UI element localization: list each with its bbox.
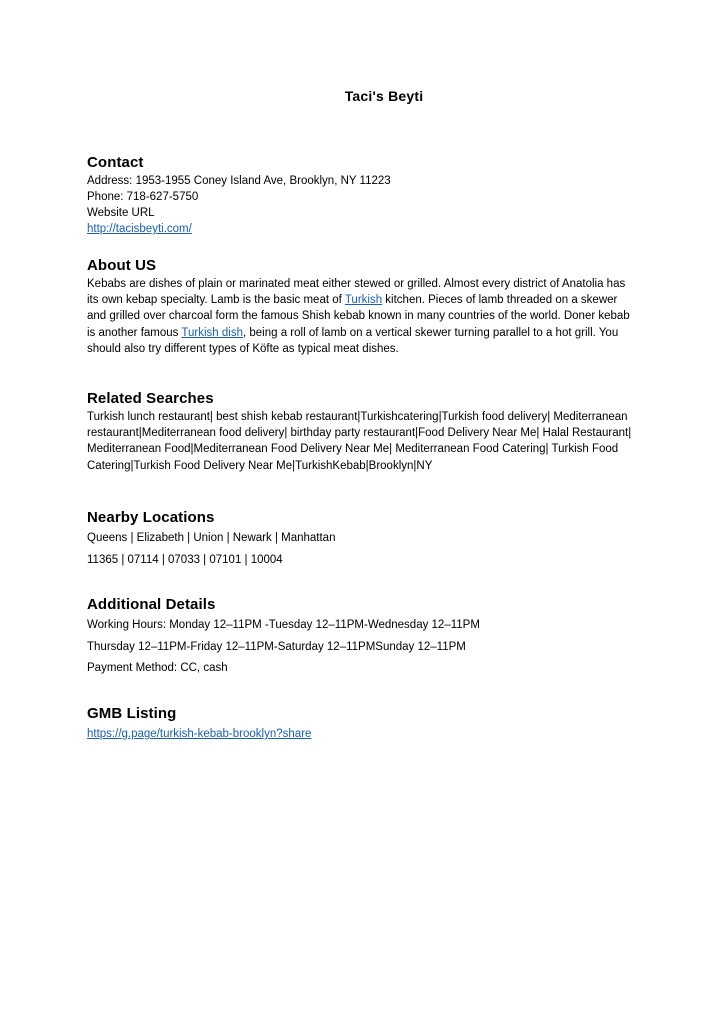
- nearby-section: [87, 508, 639, 571]
- turkish-dish-link[interactable]: Turkish dish: [181, 326, 243, 339]
- nearby-heading: Nearby Locations: [87, 509, 215, 526]
- working-hours-2: Thursday 12–11PM-Friday 12–11PM-Saturday 12–11PMSunday 12–11PM: [87, 640, 466, 653]
- about-text-2: kitchen. Pieces of lamb threaded on a skewer and grilled over charcoal form the famous Shish kebab known in many countries of the world. Doner kebab is another famous: [87, 294, 630, 339]
- about-section: [87, 256, 635, 357]
- about-heading: About US: [87, 257, 157, 274]
- additional-heading: Additional Details: [87, 596, 216, 613]
- contact-website-label: Website URL: [87, 207, 155, 219]
- contact-section: [87, 153, 639, 237]
- gmb-heading: GMB Listing: [87, 705, 177, 722]
- payment-method: Payment Method: CC, cash: [87, 662, 228, 674]
- contact-address: Address: 1953-1955 Coney Island Ave, Brooklyn, NY 11223: [87, 175, 391, 187]
- about-paragraph: [87, 276, 635, 357]
- contact-phone: Phone: 718-627-5750: [87, 191, 199, 203]
- about-text-1: Kebabs are dishes of plain or marinated meat either stewed or grilled. Almost every district of Anatolia has its own kebap specialty. Lamb is the basic meat of: [87, 278, 626, 307]
- about-text-3: , being a roll of lamb on a vertical skewer turning parallel to a hot grill. You should also try different types of Köfte as typical meat dishes.: [87, 326, 619, 355]
- website-link[interactable]: http://tacisbeyti.com/: [87, 223, 192, 235]
- turkish-link[interactable]: Turkish: [344, 294, 383, 307]
- nearby-zips: 11365 | 07114 | 07033 | 07101 | 10004: [87, 553, 283, 566]
- related-text: Turkish lunch restaurant| best shish kebab restaurant|Turkishcatering|Turkish food delivery| Mediterranean restaurant|Mediterranean food delivery| birthday party restaurant|Food Delivery Near Me| Halal Restaurant| Mediterranean Food|Mediterranean Food Delivery Near Me| Mediterranean Food Catering| Turkish Food Catering|Turkish Food Delivery Near Me|TurkishKebab|Brooklyn|NY: [87, 411, 632, 472]
- related-section: [87, 389, 632, 474]
- nearby-cities: Queens | Elizabeth | Union | Newark | Manhattan: [87, 532, 336, 544]
- working-hours-1: Working Hours: Monday 12–11PM -Tuesday 12–11PM-Wednesday 12–11PM: [87, 619, 480, 631]
- page-title: Taci's Beyti: [344, 88, 424, 104]
- gmb-link[interactable]: https://g.page/turkish-kebab-brooklyn?share: [87, 728, 312, 740]
- contact-heading: Contact: [87, 154, 144, 171]
- gmb-section: [87, 704, 639, 746]
- additional-section: [87, 595, 639, 680]
- related-heading: Related Searches: [87, 390, 214, 407]
